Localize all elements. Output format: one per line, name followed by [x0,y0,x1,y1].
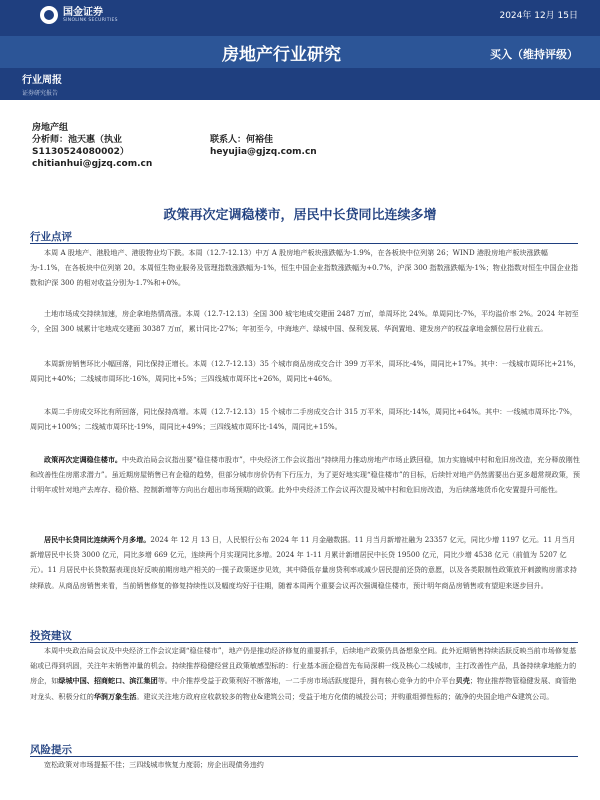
report-subtitle: 证券研究报告 [22,90,59,97]
section-heading-advice: 投资建议 [30,630,72,642]
report-header [0,0,600,100]
paragraph-risk: 宽松政策对市场提振不佳；三四线城市恢复力度弱；房企出现债务违约 [44,760,264,769]
section-divider [30,243,578,244]
paragraph-market-performance: 本周 A 股地产、港股地产、港股物业均下跌。本周（12.7-12.13）中万 A 股房地产板块涨跌幅为-1.9%，在各板块中位列第 26；WIND 港股房地产板块涨跌幅为-1.1%，在各板块中位列第 20。本周恒生物业服务及管理指数涨跌幅为-1%，恒生中国企业指数涨跌幅为+0.7%，沪深 300 指数涨跌幅为-1%；物业指数对恒生中国企业指数和沪深 300 的相对收益分别为-1.7%和+0%。 [30,248,578,288]
rating-label: 买入（维持评级） [490,48,578,61]
paragraph-policy-body: 中央政治局会议指出要“稳住楼市股市”，中央经济工作会议指出“持续用力推动房地产市场止跌回稳，加力实施城中村和危旧房改造，充分释放刚性和改善性住房需求潜力”。虽近期房屋销售已有企稳的趋势，但部分城市房价仍有下行压力，为了更好地实现“稳住楼市”的目标，后续针对地产仍然需要出台更多超常规政策，预计明年或针对地产去库存、稳价格、控制新增等方向出台超出市场预期的政策。此外中央经济工作会议再次提及城中村和危旧房改造，为后续落地货币化安置提升可能性。 [30,455,580,495]
report-date: 2024年 12月 15日 [499,11,578,21]
report-type: 行业周报 [22,75,62,86]
analyst-block [32,122,582,170]
analyst-group: 房地产组 [32,123,69,133]
company-logo [40,6,118,24]
recommended-stocks: 绿城中国、招商蛇口、滨江集团 [58,676,158,686]
paragraph-second-hand-sales: 本周二手房成交环比有所回落，同比保持高增。本周（12.7-12.13）15 个城市二手房成交合计 315 万平米，周环比-14%，周同比+64%。其中：一线城市周环比-7%，周同比+100%；二线城市周环比-19%，周同比+49%；三四线城市周环比-14%，周同比+15%。 [30,407,577,432]
paragraph-new-home-sales: 本周新房销售环比小幅回落，同比保持正增长。本周（12.7-12.13）35 个城市商品房成交合计 399 万平米，周环比-4%，周同比+17%。其中：一线城市周环比+21%，周同比+40%；二线城市周环比-16%，周同比+5%；三四线城市周环比+26%，周同比+46%。 [30,359,581,384]
paragraph-mortgage-loans [30,532,582,593]
logo-emblem-icon [40,6,58,24]
paragraph-policy-lead: 政策再次定调稳住楼市。 [44,455,123,464]
paragraph-investment-advice: 本周中央政治局会议及中央经济工作会议定调“稳住楼市”，地产仍是推动经济修复的重要抓手，后续地产政策仍具备想象空间。此外近期销售持续活跃反映当前市场修复基础或已得到巩固，关注年末销售冲量的机会。持续推荐稳健经营且政策敏感型标的：行业基本面企稳首先布局深耕一线及核心二线城市，主打改善性产品，具备持续拿地能力的房企，如绿城中国、招商蛇口、滨江集团等。中介推荐受益于政策利好不断落地，一二手房市场活跃度提升，拥有核心竞争力的中介平台贝壳；物业推荐物管稳健发展、商管绝对龙头、积极分红的华润万象生活。建议关注地方政府应收款较多的物业&建筑公司；受益于地方化债的城投公司；并购重组弹性标的；破净的央国企地产&建筑公司。 [30,646,577,701]
paragraph-policy [30,452,582,498]
report-title: 房地产行业研究 [222,45,341,65]
analyst-name: 分析师：池天惠（执业 [32,135,123,145]
recommended-agency: 贝壳 [455,676,470,686]
paragraph-mortgage-body: 2024 年 12 月 13 日，人民银行公布 2024 年 11 月金融数据。11 月当月新增社融为 23357 亿元，同比少增 1197 亿元。11 月当月新增居民中长贷 3000 亿元，同比多增 669 亿元，连续两个月实现同比多增。2024 年 1-11 月累计新增居民中长贷 19500 亿元，同比少增 4538 亿元（前值为 5207 亿元）。11 月居民中长贷数据表现良好反映前期房地产相关的一揽子政策逐步见效，其中降低存量房贷利率或减少居民提前还贷的意愿，以及各类限制性政策放开刺激购房需求持续释放。从商品房销售来看，当前销售修复的修复持续性以及幅度均好于往期，随着本周两个重要会议再次强调稳住楼市，预计明年商品房销售或有望迎来逐步回升。 [30,535,577,590]
section-heading-summary: 行业点评 [30,231,72,243]
paragraph-mortgage-lead: 居民中长贷同比连续两个月多增。 [44,535,151,544]
contact-email[interactable]: heyujia@gjzq.com.cn [210,147,317,157]
contact-column [210,134,317,158]
article-headline: 政策再次定调稳楼市，居民中长贷同比连续多增 [163,208,437,223]
contact-name: 联系人：何裕佳 [210,135,274,145]
analyst-email[interactable]: chitianhui@gjzq.com.cn [32,159,153,169]
logo-name-en: SINOLINK SECURITIES [63,17,118,23]
section-heading-risk: 风险提示 [30,744,72,756]
logo-name-cn: 国金证券 [63,6,103,18]
paragraph-land-market: 土地市场成交持续加速，房企拿地热情高涨。本周（12.7-12.13）全国 300 城宅地成交建面 2487 万㎡，单周环比 24%。单周同比-7%，平均溢价率 2%。2024 年初至今，全国 300 城累计宅地成交建面 30387 万㎡，累计同比-27%；年初至今，中海地产、绿城中国、保利发展、华润置地、建发房产的权益拿地金额位居行业前五。 [30,309,579,334]
recommended-property: 华润万象生活 [93,691,137,701]
analyst-license: S1130524080002） [32,147,129,157]
